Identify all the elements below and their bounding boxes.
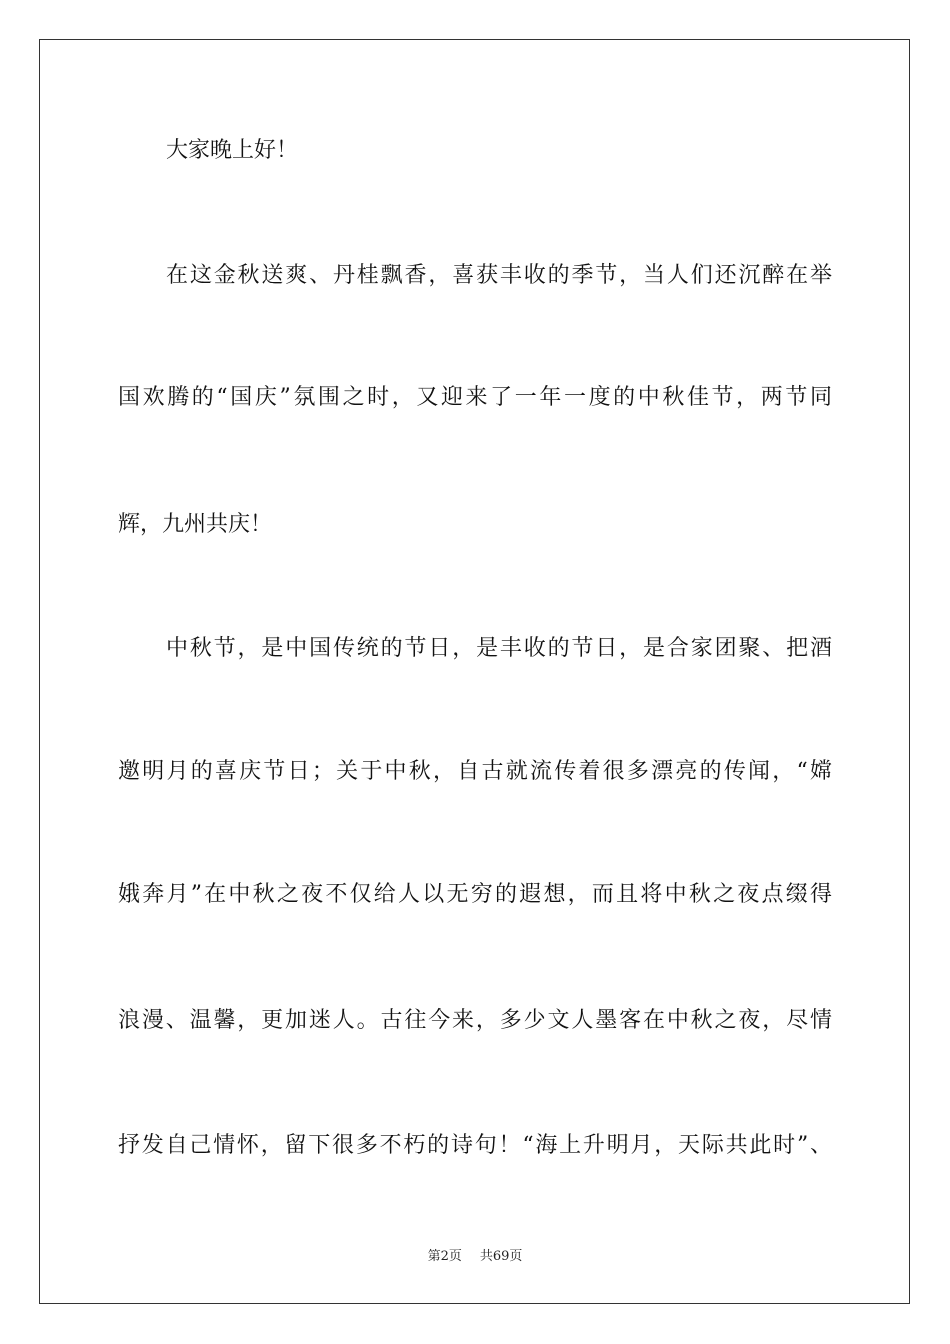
text-line-paragraph-2-line-5: 抒发自己情怀，留下很多不朽的诗句！“海上升明月，天际共此时”、 bbox=[118, 1133, 832, 1158]
text-line-paragraph-2-line-3: 娥奔月”在中秋之夜不仅给人以无穷的遐想，而且将中秋之夜点缀得 bbox=[118, 882, 832, 907]
text-line-paragraph-1-line-2: 国欢腾的“国庆”氛围之时，又迎来了一年一度的中秋佳节，两节同 bbox=[118, 385, 832, 410]
text-line-paragraph-2-line-2: 邀明月的喜庆节日；关于中秋，自古就流传着很多漂亮的传闻，“嫦 bbox=[118, 759, 832, 784]
page-footer bbox=[0, 1248, 950, 1266]
text-line-paragraph-1-line-3: 辉，九州共庆！ bbox=[118, 512, 273, 537]
page-number: 第2页 bbox=[427, 1249, 462, 1264]
text-line-greeting: 大家晚上好！ bbox=[166, 138, 299, 163]
page-border bbox=[39, 39, 910, 1304]
text-line-paragraph-2-line-4: 浪漫、温馨，更加迷人。古往今来，多少文人墨客在中秋之夜，尽情 bbox=[118, 1008, 832, 1033]
text-line-paragraph-2-line-1: 中秋节，是中国传统的节日，是丰收的节日，是合家团聚、把酒 bbox=[166, 636, 832, 661]
text-line-paragraph-1-line-1: 在这金秋送爽、丹桂飘香，喜获丰收的季节，当人们还沉醉在举 bbox=[166, 263, 832, 288]
page-total: 共69页 bbox=[479, 1249, 523, 1264]
